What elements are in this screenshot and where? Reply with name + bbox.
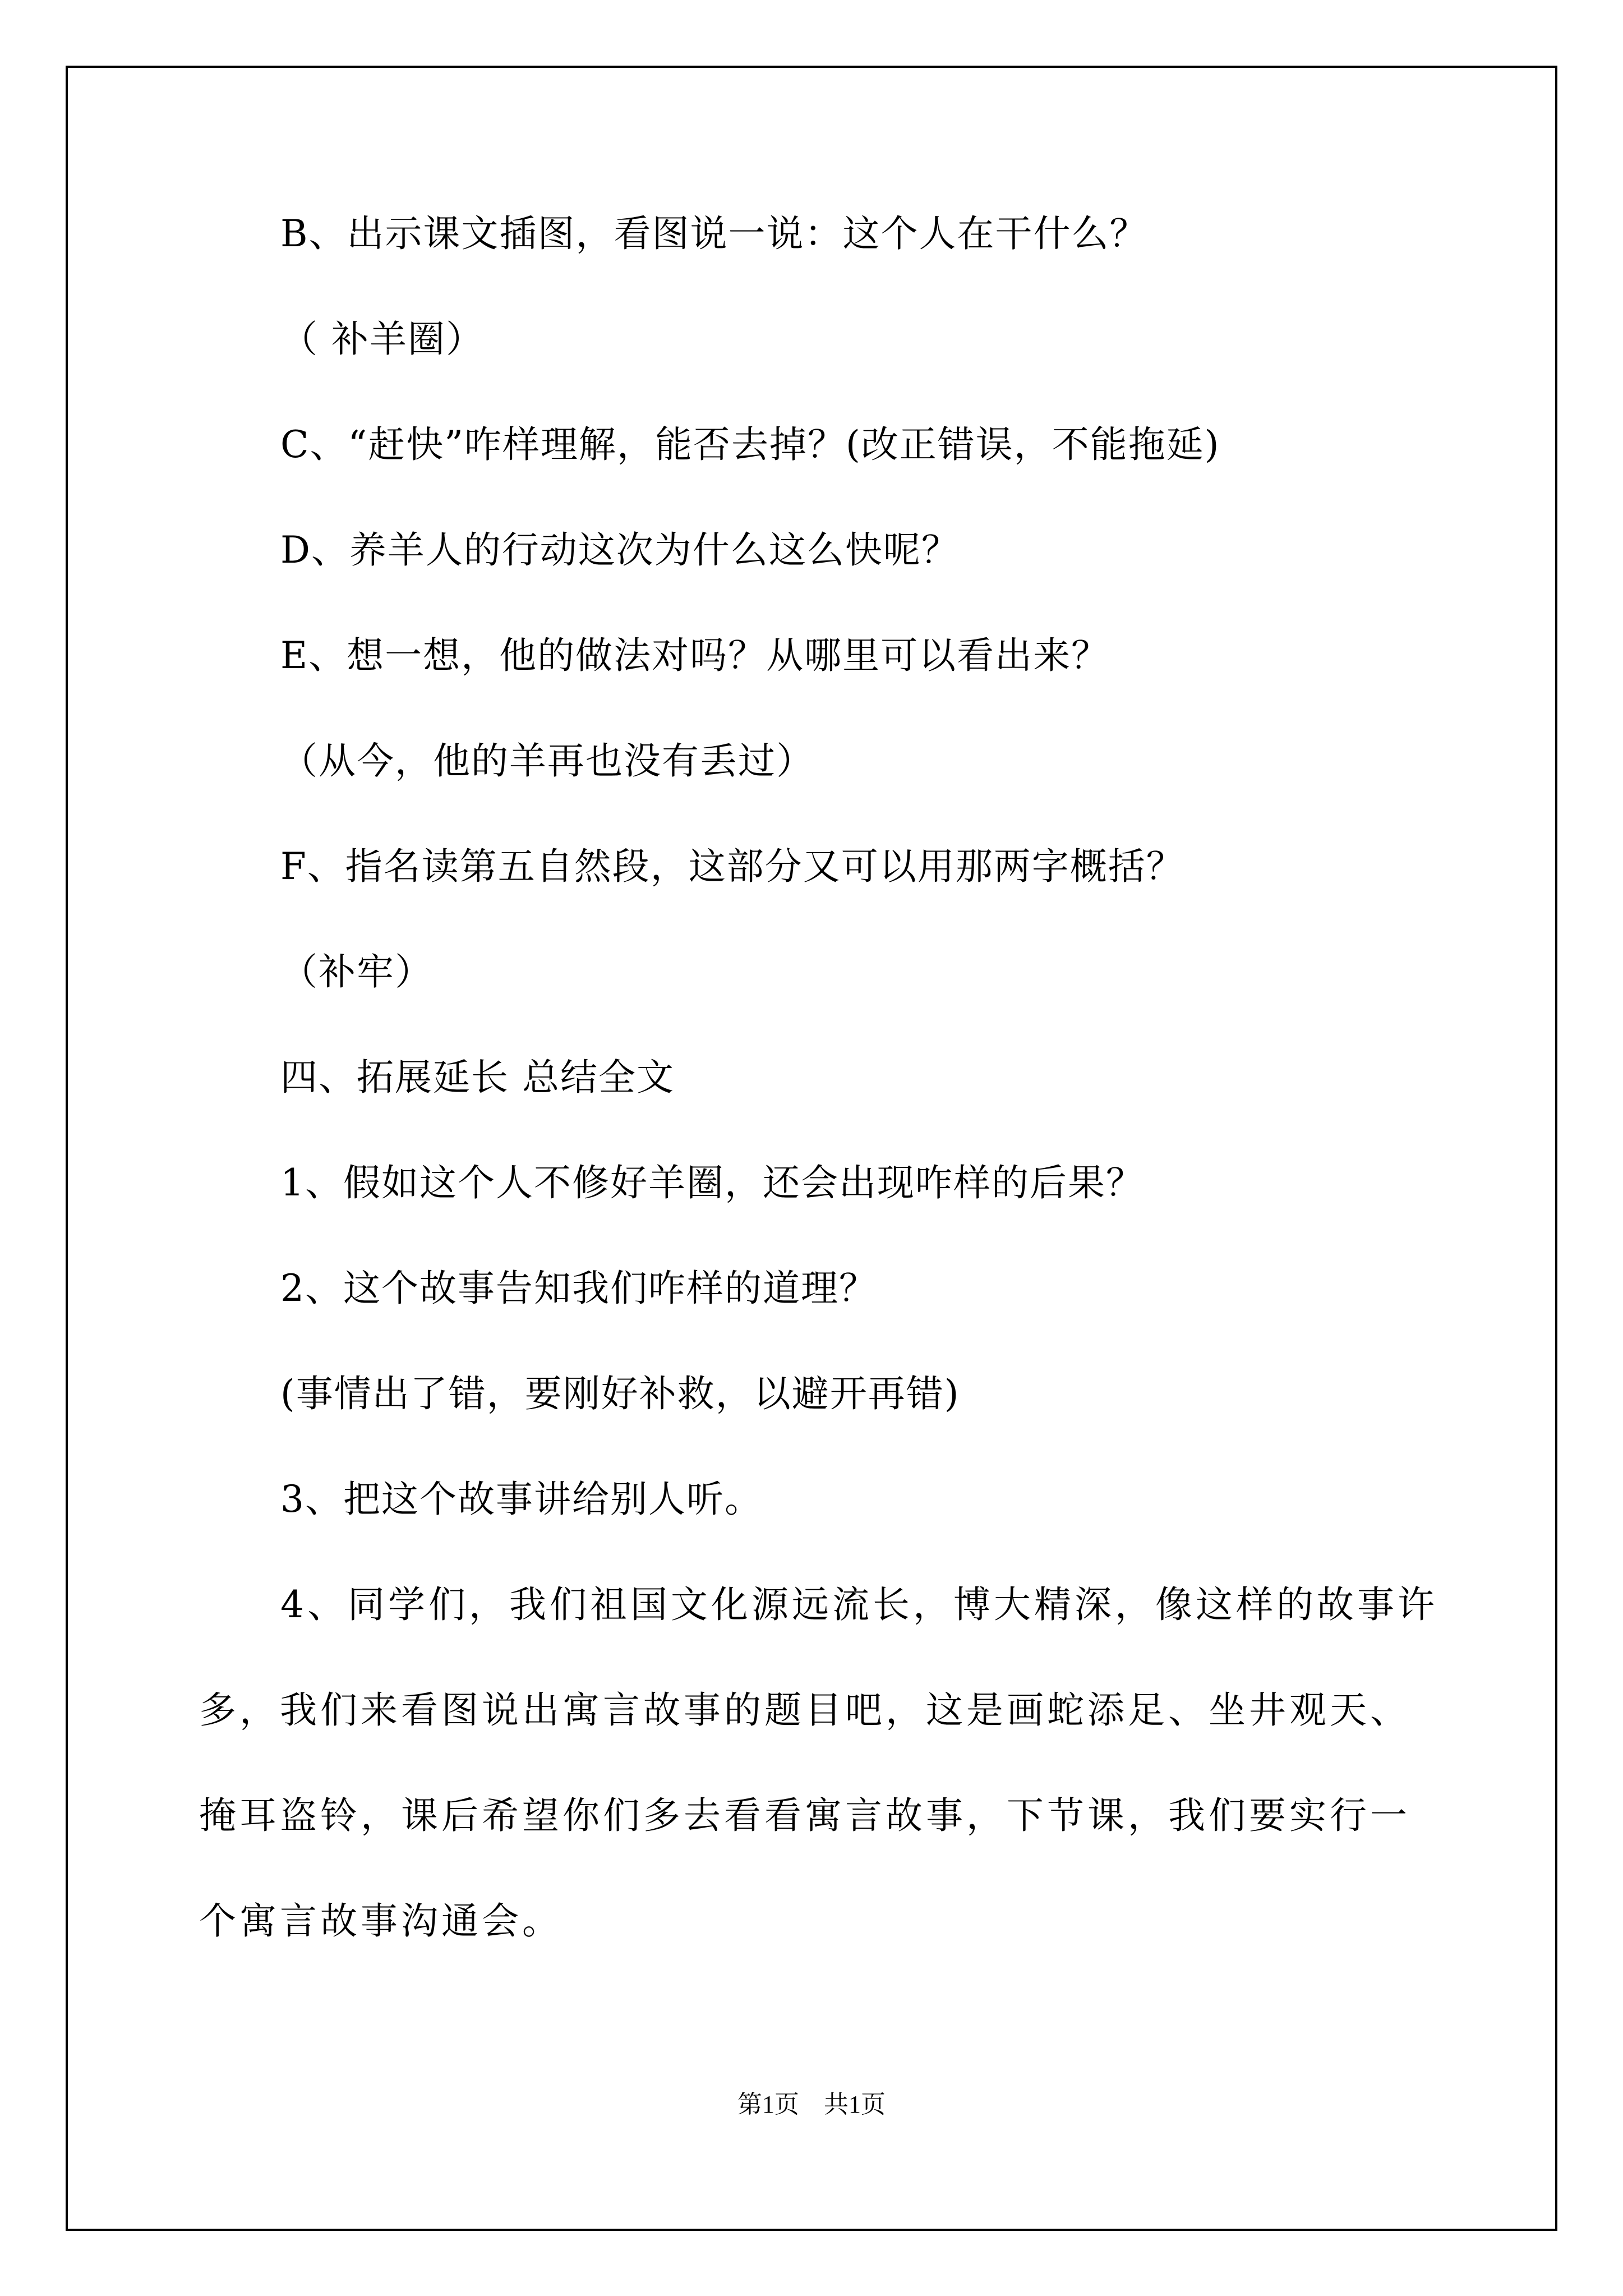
text-line: D、养羊人的行动这次为什么这么快呢？: [280, 528, 960, 572]
text-line: 1、假如这个人不修好羊圈，还会出现咋样的后果？: [280, 1161, 1144, 1204]
closing-paragraph: [199, 1579, 1450, 1948]
section-heading: 四、拓展延长 总结全文: [280, 1056, 675, 1099]
text-line: 3、把这个故事讲给别人听。: [280, 1478, 763, 1521]
paragraph-line: 多，我们来看图说出寓言故事的题目吧，这是画蛇添足、坐井观天、: [199, 1688, 1410, 1732]
page-number-footer: 第1页 共1页: [737, 2091, 886, 2118]
document-body: [199, 208, 1450, 1948]
text-line: （从今，他的羊再也没有丢过）: [280, 739, 814, 783]
text-line: C、“赶快”咋样理解，能否去掉？(改正错误，不能拖延): [280, 423, 1220, 466]
text-line: B、出示课文插图，看图说一说：这个人在干什么？: [280, 212, 1148, 255]
text-line: E、想一想，他的做法对吗？从哪里可以看出来？: [280, 634, 1110, 677]
text-line: 2、这个故事告知我们咋样的道理？: [280, 1267, 877, 1310]
text-line: (事情出了错，要刚好补救，以避开再错): [280, 1372, 960, 1415]
paragraph-line: 个寓言故事沟通会。: [199, 1899, 562, 1943]
text-line: （补牢）: [280, 950, 433, 993]
text-line: （ 补羊圈）: [280, 318, 484, 361]
paragraph-line: 4、同学们，我们祖国文化源远流长，博大精深，像这样的故事许: [280, 1583, 1438, 1626]
paragraph-line: 掩耳盗铃，课后希望你们多去看看寓言故事，下节课，我们要实行一: [199, 1794, 1410, 1837]
text-line: F、指名读第五自然段，这部分又可以用那两字概括？: [280, 845, 1184, 888]
